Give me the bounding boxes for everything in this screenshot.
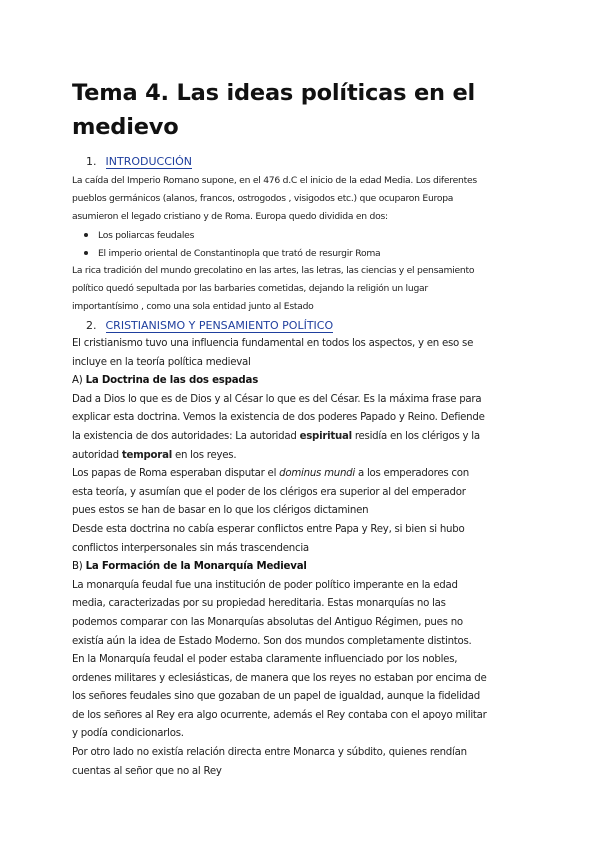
list-item (84, 245, 380, 263)
paragraph-line (72, 428, 542, 447)
page-title-line-2: medievo (72, 114, 179, 140)
subsection-prefix: B) (72, 561, 86, 573)
subsection-title: La Formación de la Monarquía Medieval (85, 561, 307, 573)
emphasis-text: espiritual (299, 430, 352, 442)
page-title-line-1: Tema 4. Las ideas políticas en el (72, 80, 476, 106)
paragraph-line: La caída del Imperio Romano supone, en el 476 d.C el inicio de la edad Media. Los diferentes (72, 175, 477, 186)
text-run: la existencia de dos autoridades: La autoridad (72, 430, 300, 442)
bullet-icon (84, 251, 88, 255)
paragraph-line: incluye en la teoría política medieval (72, 356, 251, 368)
bullet-icon (84, 233, 88, 237)
paragraph-line: conflictos interpersonales sin más trascendencia (72, 542, 309, 554)
paragraph-line: político quedó sepultada por las barbaries cometidas, dejando la religión un lugar (72, 282, 428, 294)
subsection-heading-b (72, 558, 542, 577)
paragraph-line: La monarquía feudal fue una institución de poder político imperante en la edad (72, 579, 458, 591)
section-heading-text: INTRODUCCIÓN (105, 155, 193, 168)
intro-paragraph-2 (72, 262, 542, 315)
paragraph-line: de los señores al Rey era algo ocurrente, además el Rey contaba con el apoyo militar (72, 709, 487, 721)
paragraph-line: los señores feudales sino que gozaban de un papel de igualdad, aunque la fidelidad (72, 691, 480, 703)
paragraph-line: existía aún la idea de Estado Moderno. Son dos mundos completamente distintos. (72, 635, 472, 647)
section-heading-cristianismo (86, 318, 333, 334)
paragraph-line: media, caracterizadas por su propiedad hereditaria. Estas monarquías no las (72, 598, 446, 610)
italic-text: dominus mundi (279, 468, 355, 480)
text-run: residía en los clérigos y la (351, 430, 480, 442)
subsection-heading-a (72, 372, 542, 391)
paragraph-line: esta teoría, y asumían que el poder de los clérigos era superior al del emperador (72, 486, 466, 498)
list-item-text: Los poliarcas feudales (98, 230, 195, 241)
emphasis-text: temporal (121, 449, 172, 461)
subsection-title: La Doctrina de las dos espadas (85, 375, 259, 387)
paragraph-line: El cristianismo tuvo una influencia fundamental en todos los aspectos, y en eso se (72, 338, 474, 349)
paragraph-line: cuentas al señor que no al Rey (72, 765, 222, 777)
text-run: Los papas de Roma esperaban disputar el (72, 468, 280, 480)
page-title (72, 76, 542, 144)
intro-paragraph (72, 172, 542, 225)
paragraph-line: Por otro lado no existía relación directa entre Monarca y súbdito, quienes rendían (72, 747, 467, 759)
paragraph-line: y podía condicionarlos. (72, 728, 184, 740)
section-heading-introduccion (86, 154, 192, 170)
paragraph-line: En la Monarquía feudal el poder estaba claramente influenciado por los nobles, (72, 654, 458, 666)
paragraph-line: podemos comparar con las Monarquías absolutas del Antiguo Régimen, pues no (72, 616, 463, 628)
paragraph-line: Desde esta doctrina no cabía esperar conflictos entre Papa y Rey, si bien si hubo (72, 523, 465, 535)
section-2-body (72, 335, 542, 781)
paragraph-line: La rica tradición del mundo grecolatino en las artes, las letras, las ciencias y el pensamiento (72, 265, 475, 276)
section-number: 1. (86, 155, 97, 168)
paragraph-line: pues estos se han de basar en lo que los clérigos dictaminen (72, 505, 369, 517)
section-heading-text: CRISTIANISMO Y PENSAMIENTO POLÍTICO (105, 319, 334, 332)
paragraph-line: ordenes militares y eclesiásticas, de manera que los reyes no estaban por encima de (72, 672, 487, 684)
text-run: en los reyes. (171, 449, 237, 461)
section-number: 2. (86, 319, 97, 332)
list-item (84, 227, 194, 245)
paragraph-line: Dad a Dios lo que es de Dios y al César lo que es del César. Es la máxima frase para (72, 393, 482, 405)
subsection-prefix: A) (72, 375, 86, 387)
paragraph-line: asumieron el legado cristiano y de Roma. Europa quedo dividida en dos: (72, 210, 388, 222)
list-item-text: El imperio oriental de Constantinopla que trató de resurgir Roma (98, 248, 381, 259)
text-run: a los emperadores con (354, 468, 469, 480)
paragraph-line: pueblos germánicos (alanos, francos, ostrogodos , visigodos etc.) que ocuparon Europa (72, 192, 454, 204)
paragraph-line (72, 465, 542, 484)
paragraph-line: explicar esta doctrina. Vemos la existencia de dos poderes Papado y Reino. Defiende (72, 412, 485, 424)
text-run: autoridad (72, 449, 122, 461)
paragraph-line (72, 447, 542, 466)
paragraph-line: importantísimo , como una sola entidad junto al Estado (72, 300, 314, 312)
